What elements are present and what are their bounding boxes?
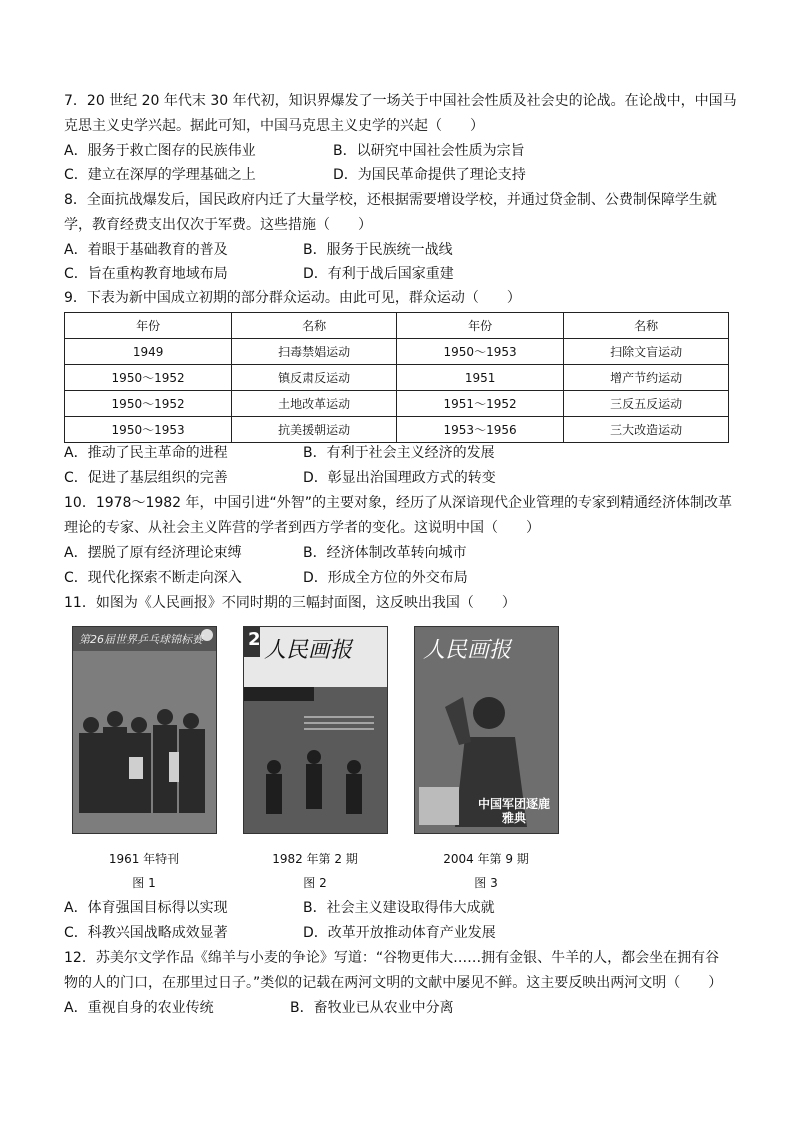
table-cell: 镇反肃反运动 <box>232 365 397 391</box>
figure-3-label: 图 3 <box>474 876 498 890</box>
table-row <box>65 339 729 365</box>
q11-option-c: C．科教兴国战略成效显著 <box>64 925 228 941</box>
q11-option-d: D．改革开放推动体育产业发展 <box>303 925 496 941</box>
q10-option-c: C．现代化探索不断走向深入 <box>64 570 242 586</box>
table-cell: 1950～1952 <box>65 391 232 417</box>
q12-stem-line2: 物的人的门口，在那里过日子。”类似的记载在两河文明的文献中屡见不鲜。这主要反映出两河文明（ ） <box>64 975 723 991</box>
q10-option-a: A．摆脱了原有经济理论束缚 <box>64 545 242 561</box>
table-cell: 1951 <box>396 365 563 391</box>
q8-option-c: C．旨在重构教育地域布局 <box>64 266 228 282</box>
q7-option-d: D．为国民革命提供了理论支持 <box>333 167 526 183</box>
table-cell: 1953～1956 <box>396 417 563 443</box>
q11-option-a: A．体育强国目标得以实现 <box>64 900 228 916</box>
figure-1-label: 图 1 <box>132 876 156 890</box>
q9-option-d: D．彰显出治国理政方式的转变 <box>303 470 496 486</box>
table-header-cell: 年份 <box>396 313 563 339</box>
magazine-cover-1961 <box>72 626 217 834</box>
q11-option-b: B．社会主义建设取得伟大成就 <box>303 900 495 916</box>
q9-option-b: B．有利于社会主义经济的发展 <box>303 445 495 461</box>
table-row <box>65 417 729 443</box>
table-row <box>65 391 729 417</box>
q7-option-b: B．以研究中国社会性质为宗旨 <box>333 143 525 159</box>
figure-1-caption: 1961 年特刊 <box>108 852 180 866</box>
cover-1961-image <box>73 627 216 833</box>
table-cell: 1951～1952 <box>396 391 563 417</box>
cover-2004-headline: 中国军团逐鹿雅典 <box>477 797 550 825</box>
cover-1982-title: 人民画报 <box>264 638 353 663</box>
q8-stem-line2: 学，教育经费支出仅次于军费。这些措施（ ） <box>64 217 372 233</box>
cover-1961-title: 第26届世界乒乓球锦标赛 <box>79 633 203 646</box>
q12-option-b: B．畜牧业已从农业中分离 <box>290 1000 454 1016</box>
table-cell: 1950～1953 <box>65 417 232 443</box>
table-cell: 三大改造运动 <box>564 417 729 443</box>
magazine-cover-1982: 2 人民画报 <box>243 626 388 834</box>
table-cell: 1950～1952 <box>65 365 232 391</box>
table-cell: 土地改革运动 <box>232 391 397 417</box>
q7-stem-line2: 克思主义史学兴起。据此可知，中国马克思主义史学的兴起（ ） <box>64 118 484 134</box>
q8-option-b: B．服务于民族统一战线 <box>303 242 453 258</box>
figure-2-caption: 1982 年第 2 期 <box>272 852 358 866</box>
q12-stem-line1: 12．苏美尔文学作品《绵羊与小麦的争论》写道：“谷物更伟大……拥有金银、牛羊的人，都会坐在拥有谷 <box>64 950 720 966</box>
q8-stem-line1: 8．全面抗战爆发后，国民政府内迁了大量学校，还根据需要增设学校，并通过贷金制、公费制保障学生就 <box>64 192 717 208</box>
table-cell: 1950～1953 <box>396 339 563 365</box>
q11-stem: 11．如图为《人民画报》不同时期的三幅封面图，这反映出我国（ ） <box>64 595 516 611</box>
figure-3-caption: 2004 年第 9 期 <box>443 852 529 866</box>
q9-stem: 9．下表为新中国成立初期的部分群众运动。由此可见，群众运动（ ） <box>64 290 521 306</box>
q9-option-a: A．推动了民主革命的进程 <box>64 445 228 461</box>
movements-table <box>64 312 729 443</box>
table-header-row <box>65 313 729 339</box>
table-row <box>65 365 729 391</box>
q10-stem-line1: 10．1978～1982 年，中国引进“外智”的主要对象，经历了从深谙现代企业管理的专家到精通经济体制改革 <box>64 495 733 511</box>
figure-2-label: 图 2 <box>303 876 327 890</box>
q8-option-a: A．着眼于基础教育的普及 <box>64 242 228 258</box>
table-cell: 三反五反运动 <box>564 391 729 417</box>
q7-option-a: A．服务于救亡图存的民族伟业 <box>64 143 256 159</box>
cover-2004-title: 人民画报 <box>423 638 512 663</box>
table-cell: 增产节约运动 <box>564 365 729 391</box>
q8-option-d: D．有利于战后国家重建 <box>303 266 454 282</box>
table-header-cell: 名称 <box>232 313 397 339</box>
q9-option-c: C．促进了基层组织的完善 <box>64 470 228 486</box>
q12-option-a: A．重视自身的农业传统 <box>64 1000 214 1016</box>
q10-stem-line2: 理论的专家、从社会主义阵营的学者到西方学者的变化。这说明中国（ ） <box>64 520 540 536</box>
q10-option-d: D．形成全方位的外交布局 <box>303 570 468 586</box>
table-cell: 扫毒禁娼运动 <box>232 339 397 365</box>
table-cell: 1949 <box>65 339 232 365</box>
q7-option-c: C．建立在深厚的学理基础之上 <box>64 167 256 183</box>
table-cell: 扫除文盲运动 <box>564 339 729 365</box>
table-header-cell: 年份 <box>65 313 232 339</box>
magazine-cover-2004 <box>414 626 559 834</box>
table-cell: 抗美援朝运动 <box>232 417 397 443</box>
q7-stem-line1: 7．20 世纪 20 年代末 30 年代初，知识界爆发了一场关于中国社会性质及社会史的论战。在论战中，中国马 <box>64 93 737 109</box>
q10-option-b: B．经济体制改革转向城市 <box>303 545 467 561</box>
table-header-cell: 名称 <box>564 313 729 339</box>
